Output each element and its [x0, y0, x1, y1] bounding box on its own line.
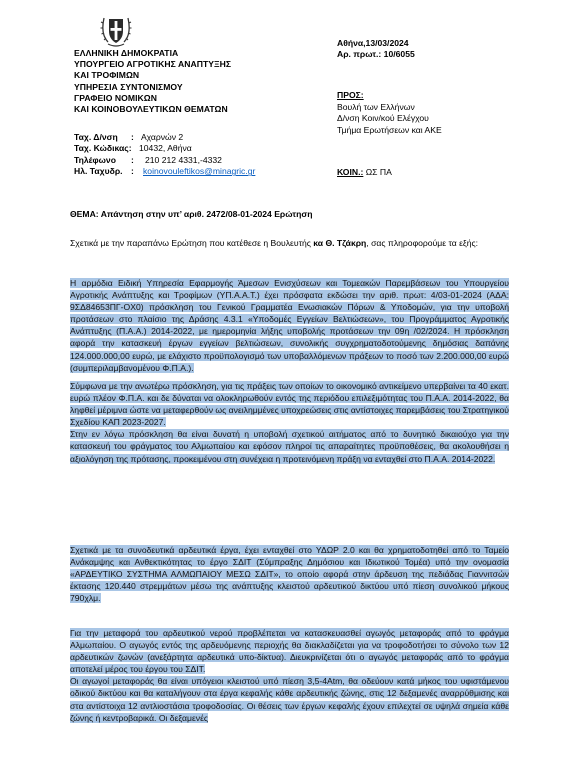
cc-value: ΩΣ ΠΑ	[365, 167, 392, 177]
postcode-value: 10432, Αθήνα	[139, 143, 192, 154]
highlighted-text: Η αρμόδια Ειδική Υπηρεσία Εφαρμογής Άμεσων Ενισχύσεων και Τομεακών Παρεμβάσεων του Υπουργείου Αγροτικής Ανάπτυξης και Τροφίμων (ΥΠ.Α.Α.Τ.) έχει πρόσφατα εκδώσει την αριθ. πρωτ: 4/03-01-2024 (ΑΔΑ: 9ΣΔ84653ΠΓ-ΟΧ0) πρόσκληση του Γενικού Γραμματέα Ενωσιακών Πόρων & Υποδομών, για την υποβολή προτάσεων στο πλαίσιο της Δράσης 4.3.1 «Υποδομές Εγγείων Βελτιώσεων», του Προγράμματος Αγροτικής Ανάπτυξης (Π.Α.Α.) 2014-2022, με ημερομηνία λήξης υποβολής προτάσεων την 09η /02/2024. Η πρόσκληση αφορά την κατασκευή έργων εγγείων βελτιώσεων, συνολικής συγχρηματοδοτούμενης δημόσιας δαπάνης 124.000.000,00 ευρώ, με ελάχιστο προϋπολογισμό των υποβαλλόμενων πράξεων το ποσό των 2.200.000,00 ευρώ (συμπεριλαμβανομένου Φ.Π.Α.).	[70, 278, 509, 373]
ministry-line: ΚΑΙ ΚΟΙΝΟΒΟΥΛΕΥΤΙΚΩΝ ΘΕΜΑΤΩΝ	[74, 104, 228, 115]
ministry-line: ΓΡΑΦΕΙΟ ΝΟΜΙΚΩΝ	[74, 92, 157, 103]
date-line: Αθήνα,13/03/2024	[337, 38, 409, 48]
highlighted-text: Για την μεταφορά του αρδευτικού νερού προβλέπεται να κατασκευασθεί αγωγός μεταφοράς από το φράγμα Αλμωπαίου. Ο αγωγός εντός της αρδευόμενης περιοχής θα διακλαδίζεται για να τροφοδοτήσει το σύνολο των 12 αρδευτικών ζωνών (ανεξάρτητα αρδευτικά υπο-δίκτυα). Διευκρινίζεται ότι ο αγωγός μεταφοράς από το φράγμα αποτελεί μέρος του έργου του ΣΔΙΤ.	[70, 628, 509, 675]
body-paragraph	[70, 544, 509, 604]
document-meta	[337, 38, 415, 61]
phone-row	[74, 155, 255, 166]
phone-value: 210 212 4331,-4332	[145, 154, 222, 165]
email-label: Ηλ. Ταχυδρ.	[74, 166, 123, 177]
email-link[interactable]: koinovouleftikos@minagric.gr	[143, 166, 256, 177]
body-paragraph	[70, 277, 509, 374]
sender-block	[74, 48, 231, 115]
body-paragraph	[70, 380, 509, 465]
ministry-line: ΥΠΗΡΕΣΙΑ ΣΥΝΤΟΝΙΣΜΟΥ	[74, 81, 183, 92]
deputy-name: κα Θ. Τζάκρη	[313, 238, 367, 248]
recipient-line: Βουλή των Ελλήνων	[337, 101, 415, 112]
highlighted-text: Στην εν λόγω πρόσκληση θα είναι δυνατή η υποβολή σχετικού αιτήματος από το δυνητικό δικαιούχο για την κατασκευή του φράγματος του Αλμωπαίου και εφόσον πληροί τις απαραίτητες προϋποθέσεις, θα ακολουθήσει η αξιολόγηση της πρότασης, προκειμένου στη συνέχεια η προτεινόμενη πράξη να ενταχθεί στο Π.Α.Α. 2014-2022.	[70, 429, 509, 464]
to-label: ΠΡΟΣ:	[337, 90, 364, 100]
intro-text-end: , σας πληροφορούμε τα εξής:	[366, 238, 479, 248]
protocol-number: Αρ. πρωτ.: 10/6055	[337, 49, 415, 60]
cc-label: ΚΟΙΝ.:	[337, 167, 364, 177]
intro-paragraph	[70, 237, 508, 249]
recipient-line: Τμήμα Ερωτήσεων και ΑΚΕ	[337, 124, 442, 135]
ministry-line: ΕΛΛΗΝΙΚΗ ΔΗΜΟΚΡΑΤΙΑ	[74, 48, 179, 58]
recipients-block	[337, 90, 442, 136]
ministry-line: ΚΑΙ ΤΡΟΦΙΜΩΝ	[74, 70, 140, 81]
address-label: Ταχ. Δ/νση	[74, 132, 118, 142]
cc-block	[337, 167, 392, 177]
phone-label: Τηλέφωνο	[74, 154, 116, 165]
greek-coat-of-arms-icon	[98, 11, 134, 49]
postcode-row	[74, 143, 255, 154]
postcode-label: Ταχ. Κώδικας:	[74, 143, 132, 154]
ministry-line: ΥΠΟΥΡΓΕΙΟ ΑΓΡΟΤΙΚΗΣ ΑΝΑΠΤΥΞΗΣ	[74, 59, 232, 70]
highlighted-text: Οι αγωγοί μεταφοράς θα είναι υπόγειοι κλειστού υπό πίεση 3,5-4Atm, θα οδεύουν κατά μήκος του υφιστάμενου οδικού δικτύου και θα καταλήγουν στα έργα κεφαλής κάθε αρδευτικής ζώνης, στις 12 δεξαμενές αναρρύθμισης και στα αντίστοιχα 12 αντλιοστάσια τροφοδοσίας. Οι θέσεις των έργων κεφαλής έχουν επιλεχτεί σε υψηλά σημεία κάθε ζώνης ή κεντροβαρικά. Οι δεξαμενές	[70, 676, 509, 723]
address-row	[74, 132, 255, 143]
subject-line: ΘΕΜΑ: Απάντηση στην υπ’ αριθ. 2472/08-01-2024 Ερώτηση	[70, 209, 313, 219]
phone-sep: :	[131, 154, 134, 165]
address-sep: :	[131, 132, 134, 142]
address-value: Αχαρνών 2	[141, 132, 184, 142]
contact-details	[74, 132, 255, 178]
body-paragraph	[70, 627, 509, 724]
recipient-line: Δ/νση Κοιν/κού Ελέγχου	[337, 113, 429, 124]
intro-text: Σχετικά με την παραπάνω Ερώτηση που κατέθεσε η Βουλευτής	[70, 238, 314, 248]
highlighted-text: Σύμφωνα με την ανωτέρω πρόσκληση, για τις πράξεις των οποίων το οικονομικό αντικείμενο υπερβαίνει τα 40 εκατ. ευρώ πλέον Φ.Π.Α. και δε δύναται να ολοκληρωθούν εντός της περιόδου επιλεξιμότητας του Π.Α.Α. 2014-2022, θα ληφθεί μέριμνα ώστε να μεταφερθούν ως ανειλημμένες υποχρεώσεις στις αντίστοιχες παρεμβάσεις του Στρατηγικού Σχεδίου ΚΑΠ 2023-2027.	[70, 381, 509, 428]
email-row	[74, 166, 255, 177]
email-sep: :	[131, 166, 134, 177]
highlighted-text: Σχετικά με τα συνοδευτικά αρδευτικά έργα, έχει ενταχθεί στο ΥΔΩΡ 2.0 και θα χρηματοδοτηθεί από το Ταμείο Ανάκαμψης και Ανθεκτικότητας το έργο ΣΔΙΤ (Σύμπραξης Δημόσιου και Ιδιωτικού Τομέα) υπό την ονομασία «ΑΡΔΕΥΤΙΚΟ ΣΥΣΤΗΜΑ ΑΛΜΩΠΑΙΟΥ ΜΕΣΩ ΣΔΙΤ», το οποίο αφορά στην άρδευση της πεδιάδας Γιαννιτσών έκτασης 120.440 στρεμμάτων μέσω της ανάπτυξης κλειστού αρδευτικού δικτύου υπό πίεση συνολικού μήκους 790χλμ.	[70, 545, 509, 604]
